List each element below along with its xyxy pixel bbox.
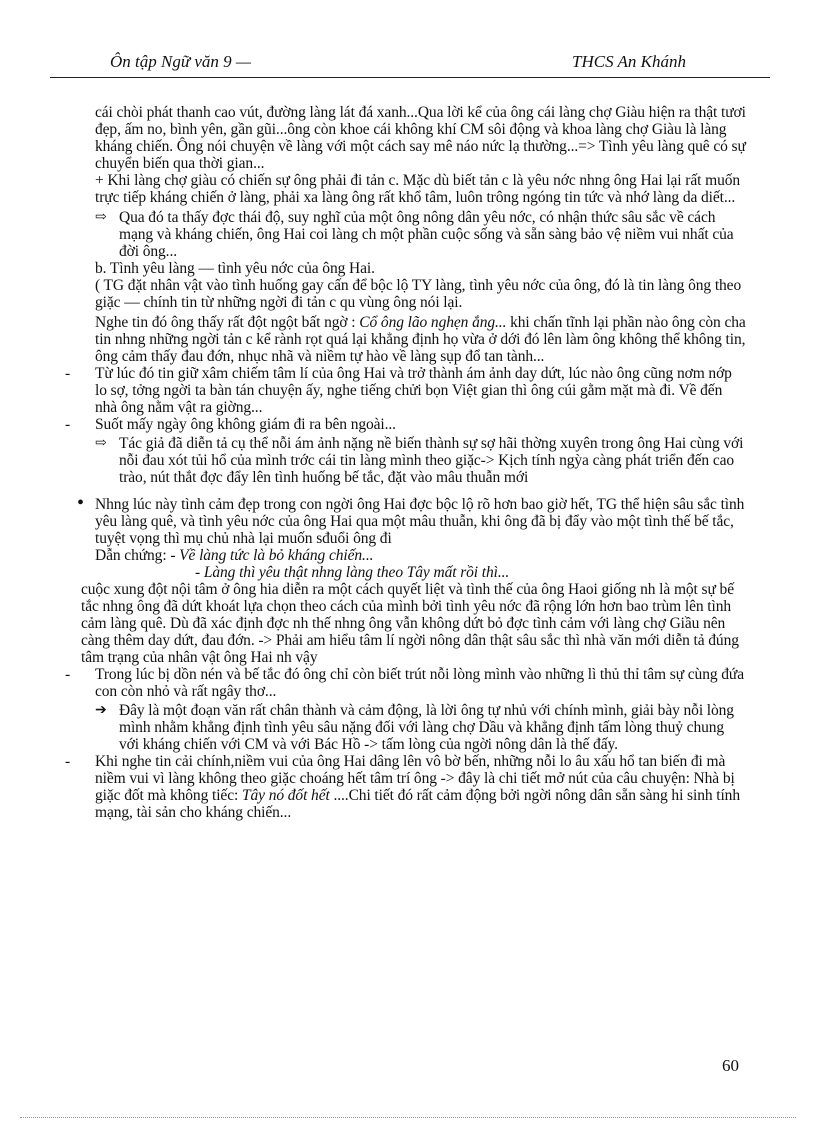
arrow-paragraph-2 (95, 435, 747, 486)
evidence-line-1 (95, 547, 747, 564)
dash-marker: - (65, 753, 71, 770)
bullet-item-text: Nhng lúc này tình cảm đẹp trong con ngời ông Hai đợc bộc lộ rõ hơn bao giờ hết, TG thể hiện sâu sắc tình yêu làng quê, và tình yêu nớc của ông Hai qua một mâu thuẫn, khi ông đã bị đẩy vào một tình thế bế tắc, tuyệt vọng thì mụ chủ nhà lại muốn sđuổi ông đi (95, 496, 745, 547)
header-right-school: THCS An Khánh (572, 52, 686, 71)
evidence-quote-2: - Làng thì yêu thật nhng làng theo Tây mất rồi thì... (195, 564, 510, 581)
dash-marker: - (65, 666, 71, 683)
dash-item-4-part-a: Khi nghe tin cải chính,niềm vui của ông Hai dâng lên vô bờ bến, những nỗi lo âu xấu hổ tan biến đi mà niềm vui vì làng không theo giặc choáng hết tâm trí ông -> đây là chi tiết mở nút của câu chuyện: Nhà bị giặc đốt mà không tiếc: (95, 753, 735, 804)
dash-item-2 (65, 416, 747, 433)
arrow-paragraph-1-text: Qua đó ta thấy đợc thái độ, suy nghĩ của một ông nông dân yêu nớc, có nhận thức sâu sắc về cách mạng và kháng chiến, ông Hai coi làng ch một phần cuộc sống và sẵn sàng bảo vệ niềm vui nhất của đời ông... (119, 209, 734, 260)
dash-item-3-text: Trong lúc bị dồn nén và bế tắc đó ông chỉ còn biết trút nỗi lòng mình vào những lì thủ thỉ tâm sự cùng đứa con còn nhỏ và rất ngây thơ... (95, 666, 745, 700)
page-header (50, 52, 770, 78)
arrow-paragraph-3-text: Đây là một đoạn văn rất chân thành và cảm động, là lời ông tự nhủ với chính mình, giải bày nỗi lòng mình nhằm khẳng định tình yêu sâu nặng đối với làng chợ Dầu và khẳng định tấm lòng thuỷ chung với kháng chiến với CM và với Bác Hồ -> tấm lòng của ngời nông dân là thế đấy. (119, 702, 734, 753)
paragraph-6-part-b: khi chấn tĩnh lại phần nào ông còn cha tin nhng những ngời tản c kể rành rọt quá lại khẳng định họ vừa ở dới đó lên làm ông không thể không tin, ông cảm thấy đau đớn, nhục nhã và niềm tự hào về làng sụp đổ tan tành... (95, 314, 746, 365)
footer-divider (20, 1117, 796, 1118)
paragraph-6-part-a: Nghe tin đó ông thấy rất đột ngột bất ngờ : (95, 314, 360, 331)
paragraph-1: cái chòi phát thanh cao vút, đường làng lát đá xanh...Qua lời kể của ông cái làng chợ Giàu hiện ra thật tươi đẹp, ấm no, bình yên, gần gũi...ông còn khoe cái không khí CM sôi động và khoa làng chợ Giàu là làng kháng chiến. Ông nói chuyện về làng với một cách say mê náo nức lạ thường...=> Tình yêu làng quê có sự chuyển biến qua thời gian... (95, 104, 746, 172)
dash-marker: - (65, 365, 71, 382)
header-left-title: Ôn tập Ngữ văn 9 — (110, 52, 252, 71)
dash-item-2-text: Suốt mấy ngày ông không giám đi ra bên ngoài... (95, 416, 396, 433)
header-divider (50, 77, 770, 78)
outline-arrow-icon: ⇨ (95, 436, 107, 451)
dash-item-4 (65, 753, 747, 821)
solid-arrow-icon: ➔ (95, 703, 107, 718)
dash-item-1-text: Từ lúc đó tin giữ xâm chiếm tâm lí của ông Hai và trở thành ám ảnh day dứt, lúc nào ông cũng nơm nớp lo sợ, tởng ngời ta bàn tán chuyện ấy, nghe tiếng chửi bọn Việt gian thì ông cúi gằm mặt mà đi. Về đến nhà ông nằm vật ra giờng... (95, 365, 732, 416)
bullet-marker: • (77, 492, 84, 514)
paragraph-2: + Khi làng chợ giàu có chiến sự ông phải đi tản c. Mặc dù biết tản c là yêu nớc nhng ông Hai lại rất muốn trực tiếp kháng chiến ở làng, phải xa làng ông rất khổ tâm, luôn trông ngóng tin tức và nhớ làng da diết... (95, 172, 741, 206)
paragraph-12: cuộc xung đột nội tâm ở ông hia diễn ra một cách quyết liệt và tình thế của ông Haoi giống nh là một sự bế tắc nhng ông đã dứt khoát lựa chọn theo cách của mình bởi tình yêu nớc đã rộng lớn hơn bao trùm lên tình cảm làng quê. Dù đã xác định đợc nh thế nhng ông vẫn không dứt bỏ đợc tình cảm với làng chợ Giầu nên càng thêm day dứt, đau đớn. -> Phải am hiểu tâm lí ngời nông dân thật sâu sắc thì nhà văn mới diễn tả đúng tâm trạng của nhân vật ông Hai nh vậy (81, 581, 739, 666)
quote-co-ong-lao: Cổ ông lão nghẹn ắng... (359, 314, 507, 331)
document-body (65, 104, 747, 821)
outline-arrow-icon: ⇨ (95, 210, 107, 225)
paragraph-6 (95, 314, 747, 365)
arrow-paragraph-2-text: Tác giả đã diễn tả cụ thể nỗi ám ảnh nặng nề biến thành sự sợ hãi thờng xuyên trong ông Hai cùng với nỗi đau xót tủi hổ của mình trớc cái tin làng mình theo giặc-> Kịch tính ngỳa càng phát triển đến cao trào, nút thắt đợc đẩy lên tình huống bế tắc, đặt vào mâu thuẫn mới (119, 435, 744, 486)
dash-item-4-part-b: ....Chi tiết đó rất cảm động bởi ngời nông dân sẵn sàng hi sinh tính mạng, tài sản cho kháng chiến... (95, 787, 740, 821)
dash-marker: - (65, 416, 71, 433)
dash-item-1 (65, 365, 747, 416)
arrow-paragraph-1 (95, 209, 747, 260)
section-heading-b: b. Tình yêu làng — tình yêu nớc của ông Hai. (95, 260, 375, 277)
arrow-paragraph-3 (95, 702, 747, 753)
page-number: 60 (722, 1056, 739, 1075)
evidence-quote-1: - Về làng tức là bỏ kháng chiến... (170, 547, 374, 564)
bullet-item (77, 492, 747, 547)
evidence-label: Dẫn chứng: (95, 547, 171, 564)
evidence-line-2 (95, 564, 747, 581)
paragraph-5: ( TG đặt nhân vật vào tình huống gay cấn để bộc lộ TY làng, tình yêu nớc của ông, đó là tin làng ông theo giặc — chính tin từ những ngời đi tản c qu vùng ông nói lại. (95, 277, 742, 311)
dash-item-3 (65, 666, 747, 700)
quote-tay-no-dot-het: Tây nó đốt hết (241, 787, 330, 804)
